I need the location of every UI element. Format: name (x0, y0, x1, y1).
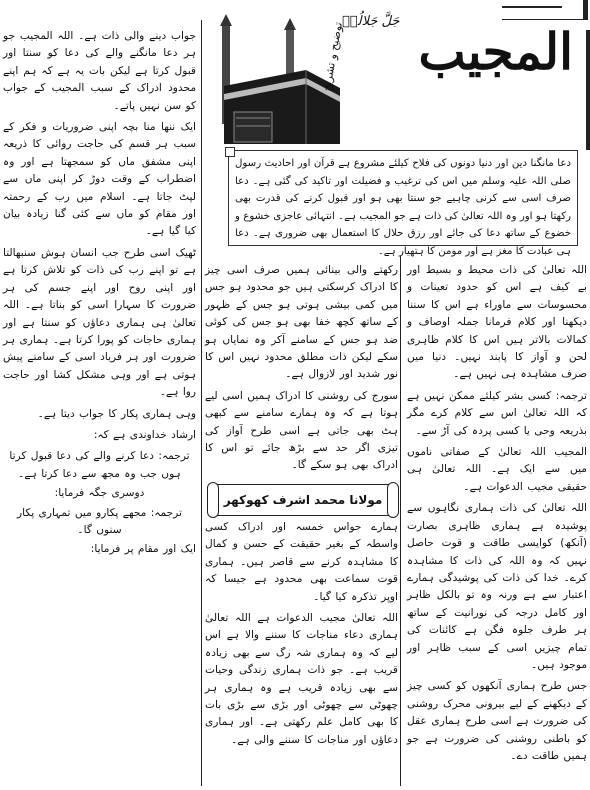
paragraph: جس طرح ہماری آنکھوں کو کسی چیز کے دیکھنے کے لیے بیرونی محرک روشنی کی ضرورت ہے اسی طرح ہماری عقل کو باطنی روشنی کی ضرورت ہے جو ہمیں طاقت دے۔ (407, 680, 587, 762)
paragraph: اللہ تعالیٰ مجیب الدعوات ہے اللہ تعالیٰ ہماری دعاء مناجات کا سننے والا ہے اس لیے کہ وہ ہماری شہ رگ سے بھی زیادہ قریب ہے۔ جو ذات ہماری زندگی وحیات سے بھی زیادہ قریب ہے وہ ہماری ہر چھوٹی سے چھوٹی اور بڑی سے بڑی بات کا بھی کامل علم رکھتی ہے۔ اور ہماری دعاؤں اور مناجات کا سننے والی ہے۔ (205, 611, 398, 746)
column-right (407, 262, 587, 782)
paragraph: ترجمہ: کسی بشر کیلئے ممکن نہیں ہے کہ اللہ تعالیٰ اس سے کلام کرے مگر بذریعہ وحی یا کسی پردہ کی آڑ سے۔ (407, 389, 587, 437)
paragraph: ایک ننھا منا بچہ اپنی ضروریات و فکر کے سبب ہر قسم کی حاجت روائی کا ذریعہ اپنی مشفق ماں کو سمجھتا ہے اور وہ اضطراب کے وقت دوڑ کر اپنی ماں سے لپٹ جاتا ہے۔ اسلام میں رب کے رحمتہ اور مقام کو ماں سے کئی گنا زیادہ بیان کیا گیا ہے۔ (3, 121, 196, 238)
paragraph: اللہ تعالیٰ کی ذات ہماری نگاہوں سے پوشیدہ ہے ہماری ظاہری بصارت (آنکھ) کوایسی طاقت و قوت حاصل نہیں کہ وہ اللہ کی ذات کا مشاہدہ کرے۔ خدا کی ذات کی پوشیدگی ہمارے اعتبار سے ہے ورنہ وہ تو بالکل ظاہر اور کامل درجہ کی نورانیت کے ساتھ ہر طرف جلوہ فگن ہے کائنات کی تمام چیزیں اسی کے سبب ظاہر اور موجود ہیں۔ (407, 502, 587, 671)
paragraph: جواب دینے والی ذات ہے۔ اللہ المجیب جو ہر دعا مانگنے والے کی دعا کو سنتا اور قبول کرتا ہے لیکن بات یہ ہے کہ ہم اپنے محدود ادراک کے سبب المجیب کے جواب کو سن نہیں پاتے۔ (3, 30, 196, 112)
paragraph: ایک اور مقام پر فرمایا: (90, 543, 196, 556)
column-middle (205, 262, 398, 782)
intro-box: دعا مانگنا دین اور دنیا دونوں کی فلاح کیلئے مشروع ہے قرآن اور احادیث رسول صلی اللہ علیہ وسلم میں اس کی ترغیب و فضیلت اور تاکید کی گئی ہے۔ دعا صرف اسی سے کرنی چاہیے جو سنتا بھی ہو اور قبول کرنے کی قدرت بھی رکھتا ہو اور وہ اللہ تعالیٰ کی ذات ہے جو المجیب ہے۔ انتہائی عاجزی خشوع و خضوع کے ساتھ دعا کی جائے اور رزق حلال کا استعمال بھی ضروری ہے۔ دعا ہی عبادت کا مغز ہے اور مومن کا ہتھیار ہے۔ (228, 150, 578, 246)
paragraph: ارشاد خداوندی ہے کہ: (93, 428, 196, 441)
paragraph: وہی ہماری پکار کا جواب دیتا ہے۔ (37, 407, 196, 420)
column-divider (201, 20, 202, 786)
paragraph: اللہ تعالیٰ کی ذات محیط و بسیط اور بے کیف ہے اس کو حدود تعینات و محسوسات سے ماوراء ہے اس کا سننا دیکھنا اور کلام فرمانا جملہ اوصاف و کمالات بالاتر ہیں اس کا کلام ظاہری لحن و آواز کا پابند نہیں۔ دنیا میں صرف مشاہدہ ہی نہیں ہے۔ (407, 264, 587, 381)
paragraph: رکھتے والی بینائی ہمیں صرف اسی چیز کا ادراک کرسکتی ہیں جو محدود ہو جس میں کمی بیشی ہوتی ہو جس کے ظہور کے ساتھ کچھ خفا بھی ہو جس کی کوئی ضد ہو جس کے سامنے آکر وہ نمایاں ہو سکے لیکن ذات مطلق محدود نہیں اس کا نور شدید اور لازوال ہے۔ (205, 264, 398, 381)
paragraph: دوسری جگہ فرمایا: (54, 487, 145, 500)
column-left (3, 28, 196, 788)
author-name-box (212, 484, 394, 516)
column-divider (400, 256, 401, 786)
article-title-area (210, 0, 585, 148)
decorative-side-bar (586, 30, 590, 150)
quote: ترجمہ: مجھے پکارو میں تمہاری پکار سنوں گا۔ (17, 506, 182, 536)
paragraph: ہمارے حواس خمسہ اور ادراک کسی واسطہ کے بغیر حقیقت کے حسن و کمال کا مشاہدہ کرنے سے قاصر ہیں۔ ہماری قوت سماعت بھی محدود ہے جیسا کہ اوپر تذکرہ کیا گیا۔ (205, 520, 398, 603)
title-subtitle: توضیح و تشریح (320, 21, 345, 93)
paragraph: سورج کی روشنی کا ادراک ہمیں اسی لیے ہوتا ہے کہ وہ ہمارے سامنے سے کبھی ہٹ بھی جاتی ہے اسی طرح آواز کی تیزی اگر حد سے بڑھ جائے تو اس کا ادراک بھی ہو سکے گا۔ (205, 389, 398, 472)
author-name: مولانا محمد اشرف کھوکھر (223, 493, 383, 507)
paragraph: المجیب اللہ تعالیٰ کے صفاتی ناموں میں سے ایک ہے۔ اللہ تعالیٰ ہی حقیقی مجیب الدعوات ہے۔ (407, 446, 587, 493)
paragraph: ٹھیک اسی طرح جب انسان ہوش سنبھالتا ہے تو اپنے رب کی ذات کو تلاش کرتا ہے اور اپنی روح اور اپنے جسم کی ہر ضرورت کا سہارا اسی کو بناتا ہے۔ اللہ تعالیٰ ہی ہماری دعاؤں کو سنتا ہے اور ہماری حاجات کو پورا کرتا ہے۔ ہماری ہر ضرورت اور ہر فریاد اسی کے سامنے پیش ہوتی ہے اور وہی مشکل کشا اور حاجت روا ہے۔ (3, 246, 196, 399)
title-honorific: جَلَّ جَلالُہٗ (342, 14, 400, 29)
article-title: المجیب (418, 22, 573, 81)
quote: ترجمہ: دعا کرنے والے کی دعا قبول کرتا ہوں جب وہ مجھ سے دعا کرتا ہے۔ (9, 450, 190, 480)
